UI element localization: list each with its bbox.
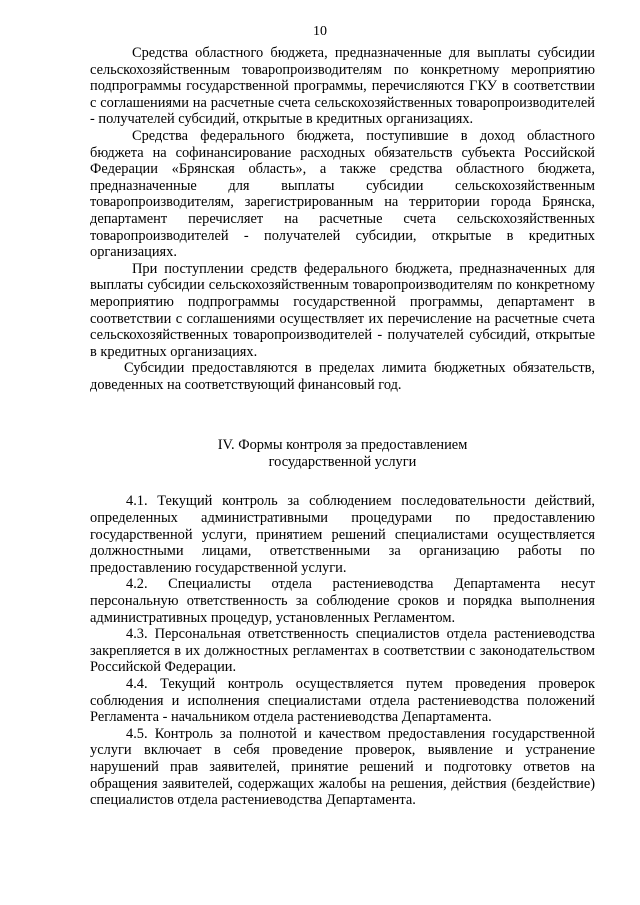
point-4-3: 4.3. Персональная ответственность специалистов отдела растениеводства закрепляется в их должностных регламентах в соответствии с законодательством Российской Федерации. [90,626,595,676]
paragraph-subsidy-limits: Субсидии предоставляются в пределах лимита бюджетных обязательств, доведенных на соответствующий финансовый год. [90,360,595,393]
section-heading-line-2: государственной услуги [268,454,417,471]
document-body [90,45,595,809]
paragraph-regional-budget-funds: Средства областного бюджета, предназначенные для выплаты субсидии сельскохозяйственным товаропроизводителям по конкретному мероприятию подпрограммы государственной программы, перечисляются ГКУ в соответствии с соглашениями на расчетные счета сельскохозяйственных товаропроизводителей - получателей субсидий, открытые в кредитных организациях. [90,45,595,128]
section-heading [90,437,595,471]
point-4-2: 4.2. Специалисты отдела растениеводства Департамента несут персональную ответственность за соблюдение сроков и порядка выполнения административных процедур, установленных Регламентом. [90,576,595,626]
point-4-1: 4.1. Текущий контроль за соблюдением последовательности действий, определенных административными процедурами по предоставлению государственной услуги, принятием решений специалистами осуществляется должностными лицами, ответственными за организацию работы по предоставлению государственной услуги. [90,493,595,576]
point-4-4: 4.4. Текущий контроль осуществляется путем проведения проверок соблюдения и исполнения специалистами отдела растениеводства положений Регламента - начальником отдела растениеводства Департамента. [90,676,595,726]
page-number: 10 [313,24,327,39]
paragraph-federal-funds-transfer: При поступлении средств федерального бюджета, предназначенных для выплаты субсидии сельскохозяйственным товаропроизводителям по конкретному мероприятию подпрограммы государственной программы, департамент в соответствии с соглашениями осуществляет их перечисление на расчетные счета сельскохозяйственных товаропроизводителей - получателей субсидий, открытые в кредитных организациях. [90,260,595,360]
paragraph-federal-budget-funds: Средства федерального бюджета, поступившие в доход областного бюджета на софинансирование расходных обязательств субъекта Российской Федерации «Брянская область», а также средства областного бюджета, предназначенные для выплаты субсидии сельскохозяйственным товаропроизводителям, зарегистрированным на территории города Брянска, департамент перечисляет на расчетные счета сельскохозяйственных товаропроизводителей - получателей субсидии, открытые в кредитных организациях. [90,127,595,261]
section-heading-line-1: IV. Формы контроля за предоставлением [217,437,468,454]
point-4-5: 4.5. Контроль за полнотой и качеством предоставления государственной услуги включает в себя проведение проверок, выявление и устранение нарушений прав заявителей, принятие решений и подготовку ответов на обращения заявителей, содержащих жалобы на решения, действия (бездействие) специалистов отдела растениеводства Департамента. [90,725,595,809]
